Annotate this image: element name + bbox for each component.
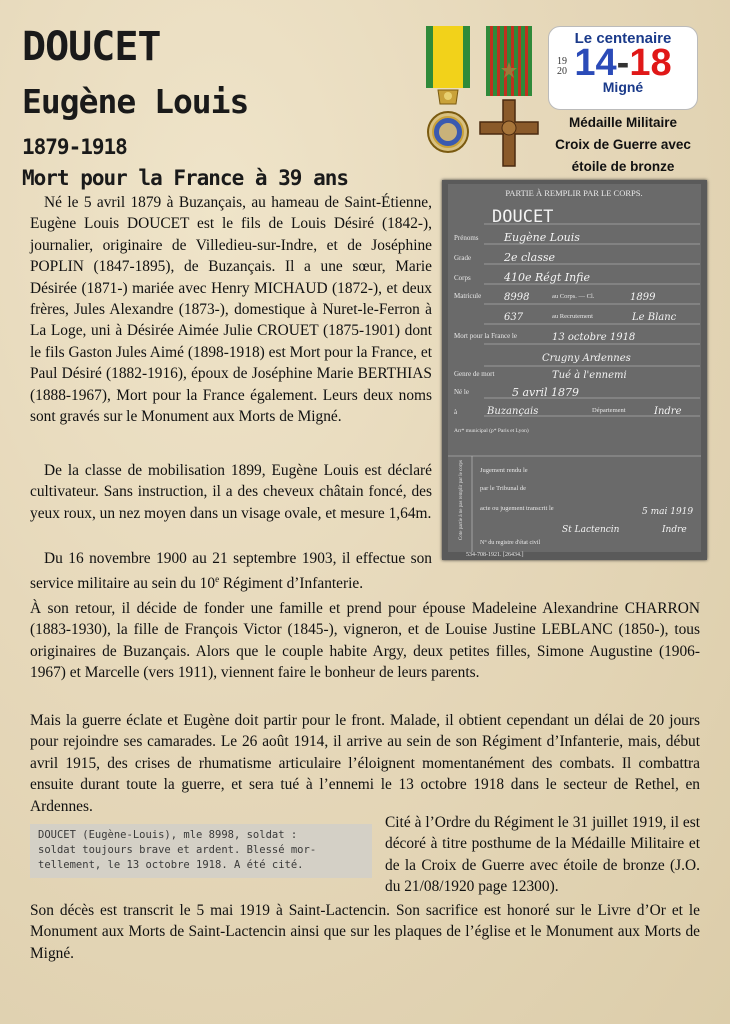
logo-place: Migné <box>602 79 644 95</box>
card-recrutement-label: au Recrutement <box>552 313 593 320</box>
life-years: 1879-1918 <box>22 135 127 159</box>
card-classe: 1899 <box>630 292 656 303</box>
paragraph-service <box>30 548 432 595</box>
given-names-heading: Eugène Louis <box>22 82 249 121</box>
paragraph-memorial: Son décès est transcrit le 5 mai 1919 à Saint-Lactencin. Son sacrifice est honoré sur le Livre d’Or et le Monument aux Morts de Saint-Lactencin ainsi que sur les plaques de l’église et le Monument aux Morts de Migné. <box>30 902 700 962</box>
card-label-matricule: Matricule <box>454 292 482 300</box>
paragraph-birth-family: Né le 5 avril 1879 à Buzançais, au hameau de Saint-Étienne, Eugène Louis DOUCET est le fils de Louis Désiré (1842-), journalier, originaire de Villedieu-sur-Indre, et de Joséphine POPLIN (1847-1895), de Buzançais. Il a une sœur, Marie Désirée (1871-) mariée avec Henry MICHAUD (1872-), et deux frères, Jules Alexandre (1873-), domestique à Nuret-le-Ferron à La Loge, uni à Désirée Aimée Julie CROUET (1875-1901) dont le fils Gaston Jules Aimé (1898-1918) est Mort pour la France, et Paul Désiré (1882-1916), époux de Joséphine Marie BERTHIAS (1888-1967), Mort pour la France également. Leurs deux noms sont gravés sur le Monument aux Morts de Migné. <box>30 194 432 426</box>
logo-numbers <box>549 42 697 84</box>
paragraph-decorations: Cité à l’Ordre du Régiment le 31 juillet 1919, il est décoré à titre posthume de la Médaille Militaire et de la Croix de Guerre avec étoile de bronze (J.O. du 21/08/1920 page 12300). <box>385 814 700 896</box>
card-registre: N° du registre d'état civil <box>480 540 541 546</box>
death-record-card <box>442 180 707 560</box>
paragraph-mobilisation: De la classe de mobilisation 1899, Eugène Louis est déclaré cultivateur. Sans instruction, il a des cheveux châtain foncé, des yeux roux, un nez moyen dans un visage ovale, et mesure 1,64m. <box>30 462 432 522</box>
card-departement-label: Département <box>592 407 626 414</box>
card-corps: 410e Régt Infie <box>504 271 591 284</box>
medals-image <box>420 24 548 174</box>
card-mort-le: 13 octobre 1918 <box>552 332 636 343</box>
card-label-prenoms: Prénoms <box>454 234 479 242</box>
death-age-line: Mort pour la France à 39 ans <box>22 166 349 190</box>
logo-small-top: 19 <box>557 56 567 67</box>
card-transcrit-date: 5 mai 1919 <box>642 507 694 517</box>
centenaire-logo <box>548 26 698 110</box>
logo-dash: - <box>616 42 630 84</box>
card-lieu-transcrit: St Lactencin <box>562 525 620 535</box>
card-label-ne-le: Né le <box>454 388 469 396</box>
logo-small-bottom: 20 <box>557 66 567 77</box>
card-label-grade: Grade <box>454 254 472 262</box>
card-recrutement: Le Blanc <box>632 312 677 323</box>
card-corps-classe-label: au Corps. — Cl. <box>552 293 595 300</box>
card-jugement: Jugement rendu le <box>480 467 528 474</box>
service-text-b: Régiment d’Infanterie. <box>219 575 364 593</box>
card-label-arr: Arr* municipal (p* Paris et Lyon) <box>454 428 529 434</box>
card-nom: DOUCET <box>492 207 554 227</box>
clipping-line3: tellement, le 13 octobre 1918. A été cité. <box>38 859 304 871</box>
card-tribunal: par le Tribunal de <box>480 485 527 492</box>
card-side-label: Cote partie à ne pas remplir par le corps <box>459 460 464 540</box>
card-matricule1: 8998 <box>504 292 530 303</box>
clipping-line1: DOUCET (Eugène-Louis), mle 8998, soldat : <box>38 829 298 841</box>
card-label-a: à <box>454 408 458 416</box>
medal-caption-line3: étoile de bronze <box>571 159 675 174</box>
card-label-genre-mort: Genre de mort <box>454 370 495 378</box>
card-prenoms: Eugène Louis <box>504 231 580 244</box>
card-label-mort: Mort pour la France le <box>454 332 517 340</box>
medal-caption-line2: Croix de Guerre avec <box>555 137 691 152</box>
logo-number-18: 18 <box>629 42 672 84</box>
paragraph-family: À son retour, il décide de fonder une famille et prend pour épouse Madeleine Alexandrine CHARRON (1883-1930), la fille de François Victor (1845-), vigneron, et de Louise Justine LEBLANC (1850-), tous originaires de Buzançais. Alors que le couple habite Argy, deux petites filles, Simone Augustine (1906-1967) et Marcelle (vers 1911), viennent faire le bonheur de leurs parents. <box>30 600 700 682</box>
clipping-line2: soldat toujours brave et ardent. Blessé mor- <box>38 844 317 856</box>
card-matricule2: 637 <box>504 312 524 323</box>
surname-heading: DOUCET <box>22 24 161 70</box>
medal-caption-line1: Médaille Militaire <box>568 115 678 130</box>
card-grade: 2e classe <box>504 251 556 264</box>
card-lieu-transcrit-dept: Indre <box>662 525 687 535</box>
card-genre-mort: Tué à l'ennemi <box>552 370 627 381</box>
card-departement: Indre <box>654 406 682 417</box>
medal-caption <box>548 112 698 178</box>
newspaper-clipping <box>30 824 372 878</box>
card-label-corps: Corps <box>454 274 471 282</box>
card-footer: 534-708-1921. [26434.] <box>466 552 524 558</box>
card-ne-le: 5 avril 1879 <box>512 386 580 399</box>
card-ne-a: Buzançais <box>487 406 539 417</box>
paragraph-war: Mais la guerre éclate et Eugène doit partir pour le front. Malade, il obtient cependant un délai de 20 jours pour rejoindre ses camarades. Le 26 août 1914, il arrive au sein de son Régiment d’Infanterie, mais, début avril 1915, des crises de rhumatisme articulaire l’éloignent momentanément des combats. Il combattra ensuite durant toute la guerre, et sera tué à l’ennemi le 13 octobre 1918 dans le secteur de Rethel, en Ardennes. <box>30 712 700 815</box>
card-lieu-mort: Crugny Ardennes <box>542 353 631 364</box>
service-text-a: Du 16 novembre 1900 au 21 septembre 1903, il effectue son service militaire au sein du 10 <box>30 550 432 593</box>
card-acte: acte ou jugement transcrit le <box>480 505 554 512</box>
card-header: PARTIE À REMPLIR PAR LE CORPS. <box>505 188 643 198</box>
logo-number-14: 14 <box>574 42 617 84</box>
service-sup: e <box>215 574 220 585</box>
logo-small-years <box>557 57 567 77</box>
logo-title: Le centenaire <box>574 30 672 47</box>
